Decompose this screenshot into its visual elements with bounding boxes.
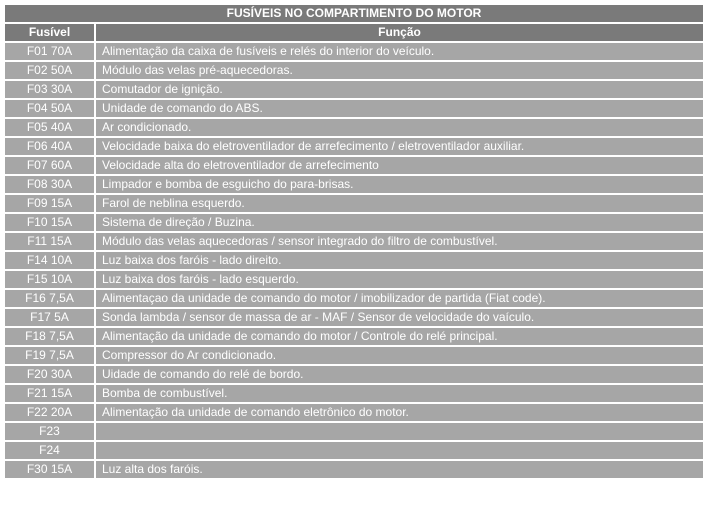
fuse-cell: F09 15A	[5, 195, 94, 212]
fuse-cell: F14 10A	[5, 252, 94, 269]
function-cell: Comutador de ignição.	[96, 81, 703, 98]
fuse-cell: F01 70A	[5, 43, 94, 60]
fuse-cell: F20 30A	[5, 366, 94, 383]
function-cell: Sistema de direção / Buzina.	[96, 214, 703, 231]
table-row	[5, 328, 703, 345]
function-cell: Bomba de combustível.	[96, 385, 703, 402]
table-row	[5, 81, 703, 98]
function-column-header: Função	[96, 24, 703, 41]
table-row	[5, 461, 703, 478]
fuse-cell: F11 15A	[5, 233, 94, 250]
fuse-cell: F15 10A	[5, 271, 94, 288]
table-row	[5, 176, 703, 193]
table-row	[5, 62, 703, 79]
function-cell: Farol de neblina esquerdo.	[96, 195, 703, 212]
header-row	[5, 24, 703, 41]
table-row	[5, 442, 703, 459]
fuse-cell: F05 40A	[5, 119, 94, 136]
fuse-cell: F03 30A	[5, 81, 94, 98]
fuse-column-header: Fusível	[5, 24, 94, 41]
function-cell: Alimentaçao da unidade de comando do motor / imobilizador de partida (Fiat code).	[96, 290, 703, 307]
fuse-cell: F22 20A	[5, 404, 94, 421]
table-row	[5, 385, 703, 402]
fuse-table	[3, 3, 705, 480]
function-cell: Alimentação da caixa de fusíveis e relés do interior do veículo.	[96, 43, 703, 60]
function-cell: Ar condicionado.	[96, 119, 703, 136]
table-row	[5, 423, 703, 440]
fuse-cell: F07 60A	[5, 157, 94, 174]
function-cell: Alimentação da unidade de comando eletrônico do motor.	[96, 404, 703, 421]
table-row	[5, 119, 703, 136]
fuse-cell: F16 7,5A	[5, 290, 94, 307]
function-cell: Velocidade alta do eletroventilador de arrefecimento	[96, 157, 703, 174]
table-row	[5, 43, 703, 60]
table-row	[5, 404, 703, 421]
function-cell	[96, 442, 703, 459]
table-row	[5, 366, 703, 383]
fuse-cell: F18 7,5A	[5, 328, 94, 345]
fuse-cell: F02 50A	[5, 62, 94, 79]
function-cell: Módulo das velas pré-aquecedoras.	[96, 62, 703, 79]
fuse-cell: F19 7,5A	[5, 347, 94, 364]
table-row	[5, 252, 703, 269]
function-cell: Módulo das velas aquecedoras / sensor integrado do filtro de combustível.	[96, 233, 703, 250]
fuse-cell: F30 15A	[5, 461, 94, 478]
fuse-cell: F24	[5, 442, 94, 459]
fuse-cell: F08 30A	[5, 176, 94, 193]
function-cell: Unidade de comando do ABS.	[96, 100, 703, 117]
table-row	[5, 157, 703, 174]
function-cell: Alimentação da unidade de comando do motor / Controle do relé principal.	[96, 328, 703, 345]
function-cell: Sonda lambda / sensor de massa de ar - MAF / Sensor de velocidade do vaículo.	[96, 309, 703, 326]
fuse-cell: F10 15A	[5, 214, 94, 231]
table-row	[5, 290, 703, 307]
title-row	[5, 5, 703, 22]
function-cell: Compressor do Ar condicionado.	[96, 347, 703, 364]
fuse-table-container	[3, 3, 705, 480]
function-cell: Luz alta dos faróis.	[96, 461, 703, 478]
table-row	[5, 138, 703, 155]
function-cell: Limpador e bomba de esguicho do para-brisas.	[96, 176, 703, 193]
function-cell: Luz baixa dos faróis - lado direito.	[96, 252, 703, 269]
function-cell: Luz baixa dos faróis - lado esquerdo.	[96, 271, 703, 288]
fuse-cell: F23	[5, 423, 94, 440]
table-row	[5, 233, 703, 250]
fuse-cell: F04 50A	[5, 100, 94, 117]
table-row	[5, 347, 703, 364]
fuse-table-body	[5, 43, 703, 478]
fuse-cell: F17 5A	[5, 309, 94, 326]
function-cell	[96, 423, 703, 440]
table-row	[5, 100, 703, 117]
table-row	[5, 195, 703, 212]
table-title: FUSÍVEIS NO COMPARTIMENTO DO MOTOR	[5, 5, 703, 22]
function-cell: Uidade de comando do relé de bordo.	[96, 366, 703, 383]
table-row	[5, 309, 703, 326]
fuse-cell: F21 15A	[5, 385, 94, 402]
table-row	[5, 271, 703, 288]
table-row	[5, 214, 703, 231]
fuse-cell: F06 40A	[5, 138, 94, 155]
function-cell: Velocidade baixa do eletroventilador de arrefecimento / eletroventilador auxiliar.	[96, 138, 703, 155]
